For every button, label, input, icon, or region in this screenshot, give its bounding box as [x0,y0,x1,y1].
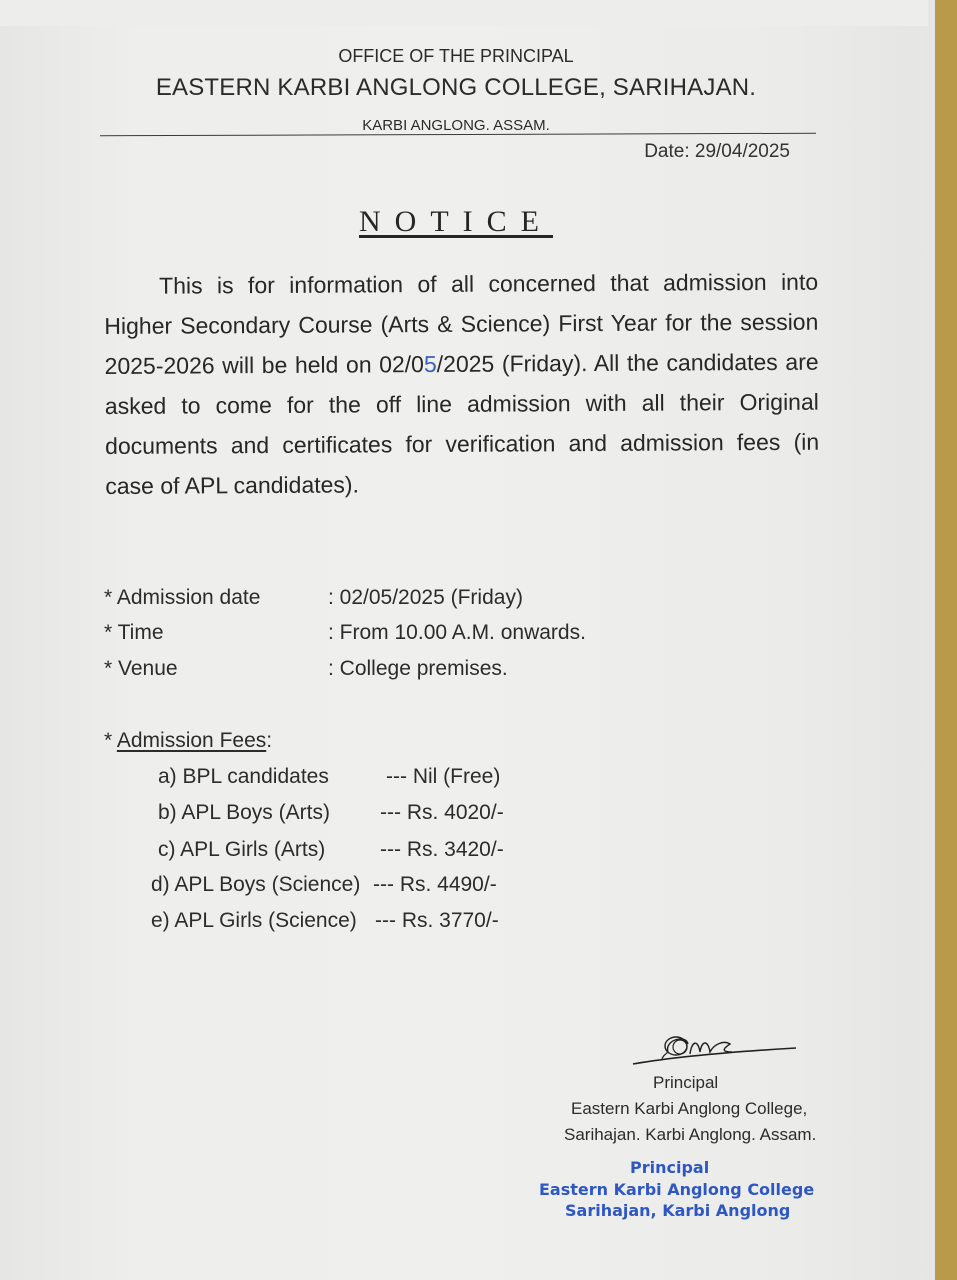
detail-label: * Venue [104,657,178,680]
detail-value: : 02/05/2025 (Friday) [328,586,523,609]
notice-paragraph [104,262,819,506]
fees-bullet: * [104,729,117,752]
handwritten-signature [628,1030,803,1070]
paragraph-text-1: This is for information of all concerned that admission into Higher Secondary Course (Arts & Science) First Year for the session 2025-2026 will be held on 02/0 [104,268,819,379]
notice-title: NOTICE [359,205,553,238]
fees-heading-text: Admission Fees [116,729,267,752]
college-name: EASTERN KARBI ANGLONG COLLEGE, SARIHAJAN. [155,74,757,101]
notice-date: Date: 29/04/2025 [644,141,790,162]
fee-category: a) BPL candidates [158,765,329,788]
paragraph-text-2: /2025 (Friday). All the candidates are asked to come for the off line admission with all their Original documents and certificates for verification and admission fees (in case of APL candidates). [104,348,820,499]
stamp-location: Sarihajan, Karbi Anglong [565,1201,791,1220]
college-location: KARBI ANGLONG. ASSAM. [362,117,550,134]
detail-value: : From 10.00 A.M. onwards. [328,621,586,644]
fee-category: b) APL Boys (Arts) [158,801,330,824]
signatory-title: Principal [653,1073,719,1092]
fee-amount: --- Rs. 3420/- [380,838,504,861]
detail-value: : College premises. [328,657,508,680]
detail-label: * Time [104,621,164,644]
office-heading: OFFICE OF THE PRINCIPAL [338,46,574,66]
fee-amount: --- Nil (Free) [386,765,501,788]
fee-amount: --- Rs. 4020/- [380,801,504,824]
fees-heading [104,729,272,753]
fee-category: e) APL Girls (Science) [151,909,357,932]
stamp-title: Principal [630,1158,710,1177]
fee-category: d) APL Boys (Science) [151,873,361,896]
signatory-line2: Sarihajan. Karbi Anglong. Assam. [564,1125,817,1144]
detail-label: * Admission date [104,586,261,609]
fees-colon: : [266,729,273,752]
stamp-college: Eastern Karbi Anglong College [539,1180,815,1199]
fee-amount: --- Rs. 3770/- [375,909,499,932]
paper-edge [0,0,928,26]
signatory-line1: Eastern Karbi Anglong College, [571,1099,808,1118]
fee-category: c) APL Girls (Arts) [158,838,326,861]
handwritten-correction: 5 [423,350,437,378]
fee-amount: --- Rs. 4490/- [373,873,497,896]
